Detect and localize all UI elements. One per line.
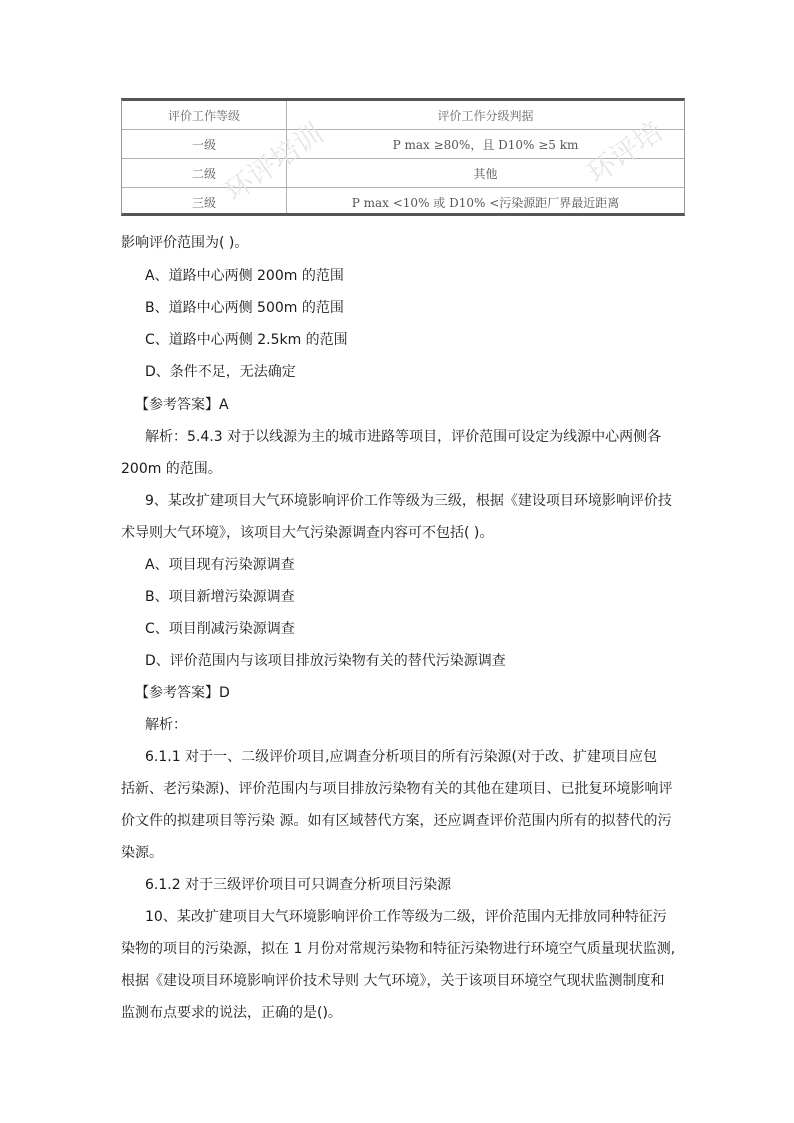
question-10: 监测布点要求的说法，正确的是()。 bbox=[121, 1005, 342, 1021]
option-c: C、道路中心两侧 2.5km 的范围 bbox=[145, 332, 348, 348]
table-cell: P max <10% 或 D10% <污染源距厂界最近距离 bbox=[351, 195, 620, 210]
grade-table-image bbox=[121, 98, 685, 216]
table-row bbox=[122, 130, 684, 159]
question-10: 染物的项目的污染源，拟在 1 月份对常规污染物和特征污染物进行环境空气质量现状监测, bbox=[121, 941, 676, 957]
table-header-row bbox=[122, 101, 684, 130]
analysis-text: 6.1.2 对于三级评价项目可只调查分析项目污染源 bbox=[145, 877, 452, 893]
option-c: C、项目削减污染源调查 bbox=[145, 621, 295, 637]
analysis-text: 染源。 bbox=[121, 845, 163, 861]
table-row bbox=[122, 188, 684, 217]
question-9: 9、某改扩建项目大气环境影响评价工作等级为三级，根据《建设项目环境影响评价技 bbox=[145, 493, 672, 509]
analysis-text: 6.1.1 对于一、二级评价项目,应调查分析项目的所有污染源(对于改、扩建项目应包 bbox=[145, 749, 657, 765]
analysis-text: 括新、老污染源)、评价范围内与项目排放污染物有关的其他在建项目、已批复环境影响评 bbox=[121, 781, 673, 797]
question-stem-tail: 影响评价范围为( )。 bbox=[121, 235, 249, 251]
table-cell: P max ≥80%，且 D10% ≥5 km bbox=[287, 130, 685, 159]
analysis-text: 解析：5.4.3 对于以线源为主的城市进路等项目，评价范围可设定为线源中心两侧各 bbox=[145, 429, 662, 445]
analysis-text: 价文件的拟建项目等污染 源。如有区域替代方案，还应调查评价范围内所有的拟替代的污 bbox=[121, 813, 672, 829]
option-d: D、条件不足，无法确定 bbox=[145, 364, 296, 380]
watermark-text: 环评培训 bbox=[218, 116, 330, 208]
question-10: 10、某改扩建项目大气环境影响评价工作等级为二级，评价范围内无排放同种特征污 bbox=[145, 909, 667, 925]
table-row bbox=[122, 159, 684, 188]
question-10: 根据《建设项目环境影响评价技术导则 大气环境》，关于该项目环境空气现状监测制度和 bbox=[121, 973, 665, 989]
option-b: B、道路中心两侧 500m 的范围 bbox=[145, 300, 344, 316]
analysis-label: 解析： bbox=[145, 717, 187, 733]
option-a: A、项目现有污染源调查 bbox=[145, 557, 295, 573]
option-b: B、项目新增污染源调查 bbox=[145, 589, 295, 605]
table-header-cell: 评价工作分级判据 bbox=[287, 101, 685, 130]
table-cell: 其他 bbox=[287, 159, 685, 188]
table-cell: 二级 bbox=[122, 159, 287, 188]
question-9: 术导则大气环境》，该项目大气污染源调查内容可不包括( )。 bbox=[121, 525, 494, 541]
table-header-cell: 评价工作等级 bbox=[122, 101, 287, 130]
table-cell: 一级 bbox=[122, 130, 287, 159]
option-a: A、道路中心两侧 200m 的范围 bbox=[145, 268, 344, 284]
answer-label: 【参考答案】D bbox=[135, 685, 230, 701]
option-d: D、评价范围内与该项目排放污染物有关的替代污染源调查 bbox=[145, 653, 506, 669]
analysis-text: 200m 的范围。 bbox=[121, 461, 222, 477]
answer-label: 【参考答案】A bbox=[135, 397, 229, 413]
grade-table bbox=[122, 101, 684, 216]
table-cell: 三级 bbox=[122, 188, 287, 217]
watermark-text: 环评培 bbox=[580, 114, 669, 190]
